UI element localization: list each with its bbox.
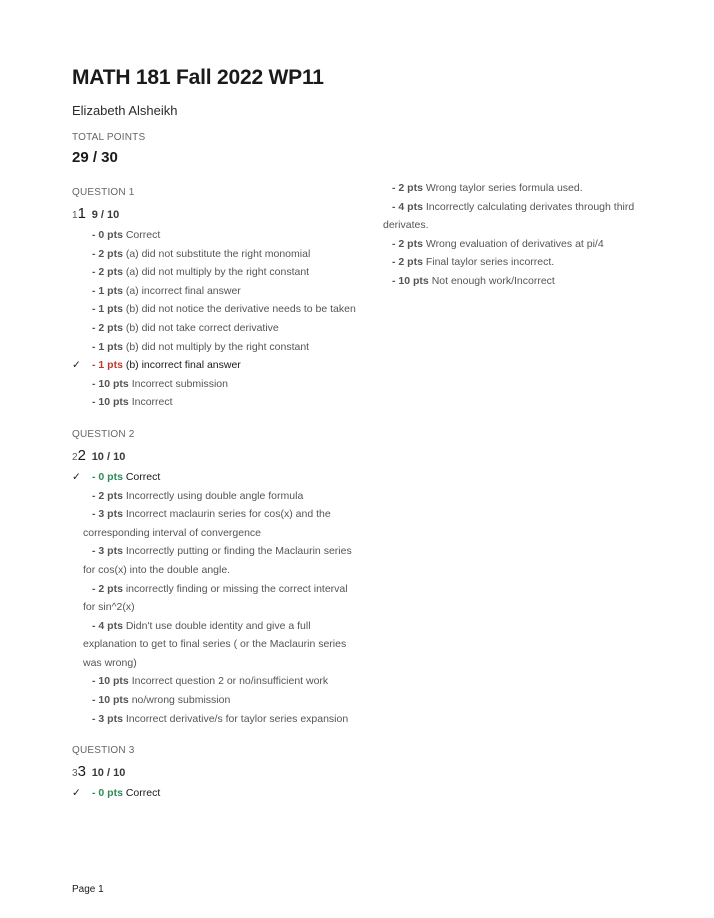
total-points-label: TOTAL POINTS [72, 132, 146, 143]
rubric-item [72, 505, 360, 542]
rubric-points: - 10 pts [392, 274, 429, 287]
question-3 [72, 744, 360, 803]
rubric-item [72, 245, 360, 264]
rubric-points: - 2 pts [92, 582, 123, 595]
rubric-description: Incorrectly putting or finding the Maclaurin series for cos(x) into the double angle. [83, 545, 352, 576]
rubric-list-continued [383, 179, 673, 291]
rubric-item [383, 272, 673, 291]
rubric-item [72, 338, 360, 357]
question-number-small: 3 [72, 768, 78, 780]
rubric-item [72, 617, 360, 673]
rubric-points: - 10 pts [92, 396, 129, 409]
rubric-item-selected [72, 784, 360, 803]
rubric-description: Final taylor series incorrect. [425, 256, 555, 269]
rubric-description: (b) did not multiply by the right constant [125, 340, 310, 353]
left-column [72, 186, 360, 819]
rubric-item [383, 253, 673, 272]
question-2 [72, 428, 360, 728]
rubric-item [383, 198, 673, 235]
question-score: 10 / 10 [91, 450, 126, 463]
rubric-points: - 2 pts [392, 182, 423, 194]
rubric-points: - 0 pts [92, 470, 123, 483]
rubric-item-selected [72, 356, 360, 375]
question-label: QUESTION 1 [72, 187, 135, 198]
rubric-item [383, 179, 673, 198]
rubric-item [383, 235, 673, 254]
question-label: QUESTION 2 [72, 428, 135, 440]
question-number-large: 3 [77, 763, 86, 781]
rubric-item [72, 580, 360, 617]
rubric-description: (b) incorrect final answer [125, 359, 241, 372]
checkmark-icon: ✓ [72, 470, 81, 483]
rubric-item-selected [72, 468, 360, 487]
rubric-description: Incorrect maclaurin series for cos(x) and the corresponding interval of convergence [83, 508, 331, 539]
student-name: Elizabeth Alsheikh [72, 103, 178, 118]
rubric-item [72, 282, 360, 301]
right-column [383, 179, 673, 291]
question-score: 9 / 10 [91, 209, 120, 221]
rubric-item [72, 710, 360, 729]
rubric-list [72, 468, 360, 728]
question-score-line [72, 760, 360, 784]
rubric-description: Not enough work/Incorrect [431, 274, 555, 287]
rubric-item [72, 319, 360, 338]
rubric-description: (a) did not multiply by the right constant [125, 266, 310, 279]
rubric-description: incorrectly finding or missing the correct interval for sin^2(x) [83, 582, 348, 614]
rubric-description: Wrong taylor series formula used. [425, 182, 583, 194]
question-number-small: 1 [72, 210, 78, 221]
checkmark-icon: ✓ [72, 787, 81, 800]
rubric-points: - 1 pts [92, 284, 123, 297]
rubric-description: Correct [125, 470, 161, 483]
rubric-list [72, 784, 360, 803]
question-number-small: 2 [72, 451, 78, 463]
rubric-description: (b) did not notice the derivative needs to be taken [125, 303, 356, 316]
rubric-item [72, 300, 360, 319]
rubric-points: - 2 pts [92, 247, 123, 260]
rubric-description: (a) incorrect final answer [125, 284, 241, 297]
rubric-points: - 4 pts [92, 619, 123, 632]
rubric-description: no/wrong submission [131, 694, 231, 707]
rubric-item [72, 375, 360, 394]
rubric-description: Incorrectly using double angle formula [125, 489, 304, 502]
rubric-item [72, 487, 360, 506]
total-points-value: 29 / 30 [72, 149, 118, 166]
rubric-points: - 2 pts [92, 266, 123, 279]
rubric-list [72, 226, 360, 412]
rubric-item [72, 393, 360, 412]
question-score-line [72, 202, 360, 226]
question-score-line [72, 444, 360, 468]
rubric-description: Wrong evaluation of derivatives at pi/4 [425, 237, 604, 250]
rubric-item [72, 263, 360, 282]
rubric-description: Incorrect [131, 396, 173, 409]
rubric-item [72, 691, 360, 710]
rubric-points: - 1 pts [92, 340, 123, 353]
rubric-points: - 10 pts [92, 377, 129, 390]
rubric-points: - 3 pts [92, 712, 123, 725]
question-score: 10 / 10 [91, 767, 126, 780]
rubric-points: - 4 pts [392, 200, 423, 213]
rubric-points: - 2 pts [92, 489, 123, 502]
question-label: QUESTION 3 [72, 745, 135, 757]
rubric-points: - 10 pts [92, 694, 129, 707]
rubric-points: - 1 pts [92, 303, 123, 316]
rubric-description: Incorrect submission [131, 377, 228, 390]
rubric-description: (b) did not take correct derivative [125, 321, 279, 334]
question-1 [72, 186, 360, 412]
rubric-points: - 10 pts [92, 675, 129, 688]
rubric-description: Correct [125, 229, 161, 241]
rubric-description: Incorrect question 2 or no/insufficient work [131, 675, 329, 688]
rubric-item [72, 226, 360, 245]
rubric-description: Incorrectly calculating derivates through third derivates. [383, 200, 635, 232]
rubric-description: Incorrect derivative/s for taylor series expansion [125, 712, 349, 725]
rubric-description: (a) did not substitute the right monomial [125, 247, 311, 260]
rubric-points: - 2 pts [392, 237, 423, 250]
rubric-description: Didn't use double identity and give a full explanation to get to final series ( or the Maclaurin series was wrong) [83, 619, 347, 669]
rubric-points: - 0 pts [92, 229, 123, 241]
rubric-item [72, 672, 360, 691]
rubric-points: - 3 pts [92, 545, 123, 558]
question-number-large: 2 [77, 446, 86, 464]
rubric-description: Correct [125, 787, 161, 800]
rubric-points: - 2 pts [92, 321, 123, 334]
rubric-points: - 0 pts [92, 787, 123, 800]
rubric-item [72, 542, 360, 579]
rubric-points: - 1 pts [92, 359, 123, 372]
question-number-large: 1 [77, 205, 86, 222]
checkmark-icon: ✓ [72, 359, 81, 372]
assignment-title: MATH 181 Fall 2022 WP11 [72, 66, 324, 89]
rubric-points: - 3 pts [92, 508, 123, 521]
rubric-points: - 2 pts [392, 256, 423, 269]
page-number: Page 1 [72, 884, 104, 895]
